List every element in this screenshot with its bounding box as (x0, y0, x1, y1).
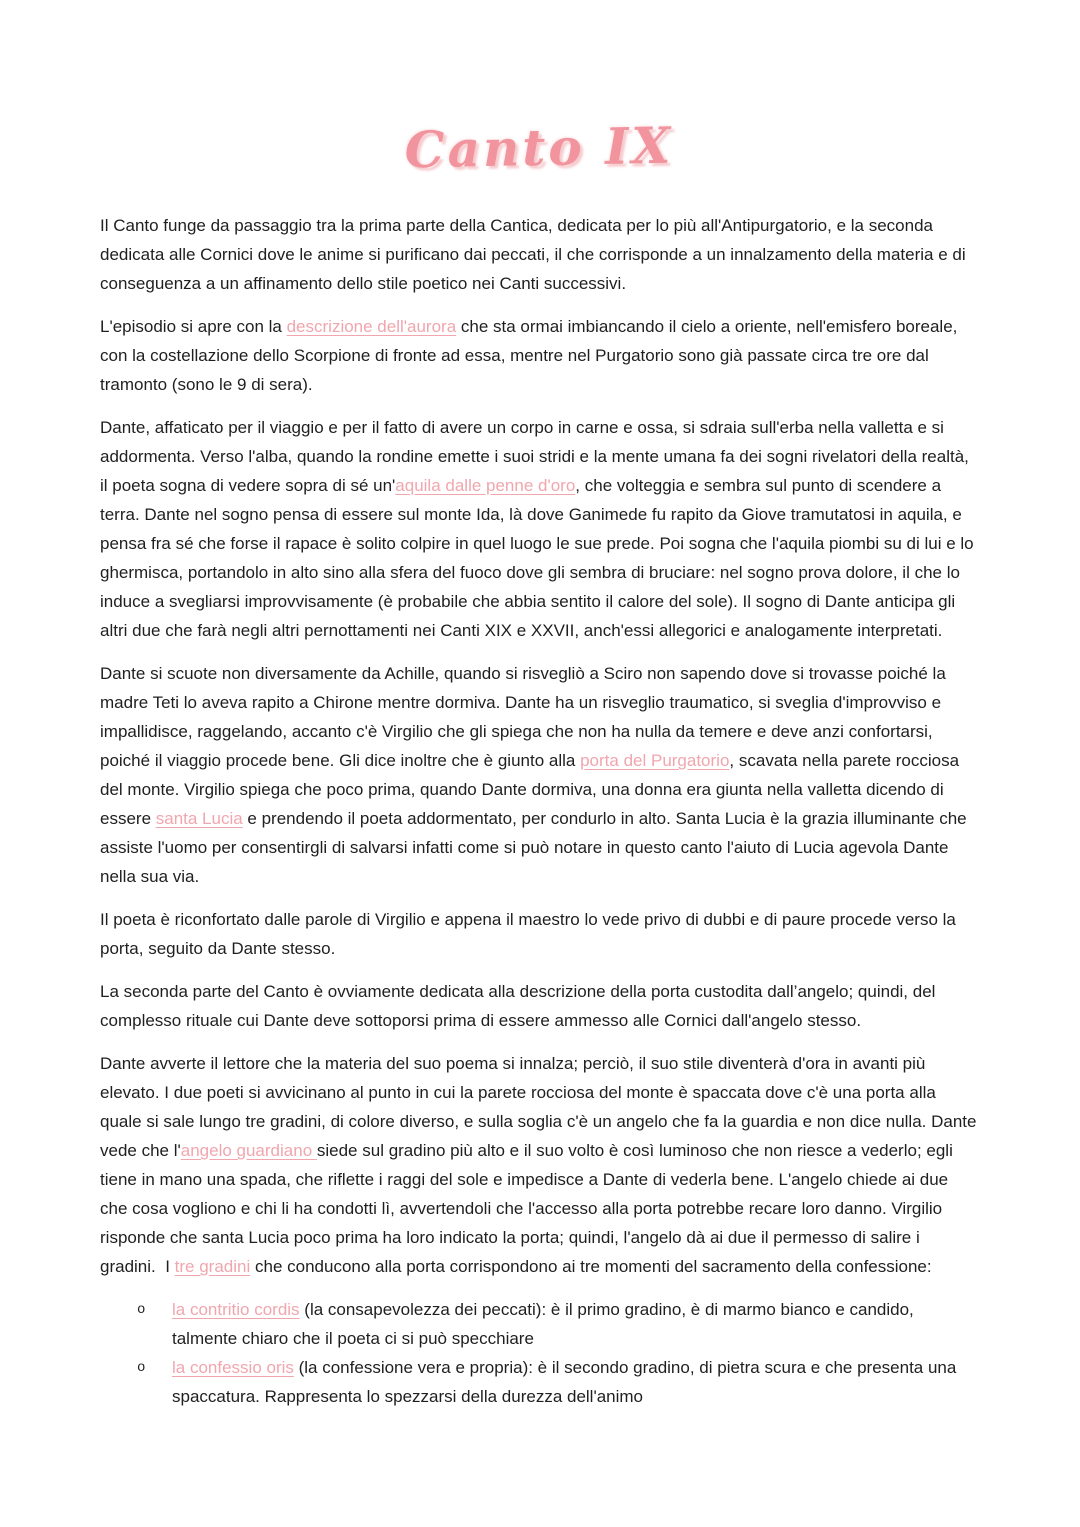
inline-link[interactable]: la contritio cordis (172, 1300, 300, 1319)
paragraph (100, 977, 978, 1035)
text-run: (la confessione vera e propria): è il secondo gradino, di pietra scura e che presenta una spaccatura. Rappresenta lo spezzarsi della durezza dell'animo (172, 1358, 957, 1406)
text-run: che conducono alla porta corrispondono ai tre momenti del sacramento della confessione: (250, 1257, 932, 1276)
list-bullet: o (137, 1302, 146, 1318)
inline-link[interactable]: porta del Purgatorio (580, 751, 730, 770)
text-run: , che volteggia e sembra sul punto di scendere a terra. Dante nel sogno pensa di essere sul monte Ida, là dove Ganimede fu rapito da Giove tramutatosi in aquila, e pensa fra sé che forse il rapace è solito colpire in quel luogo le sue prede. Poi sogna che l'aquila piombi su di lui e lo ghermisca, portandolo in alto sino alla sfera del fuoco dove gli sembra di bruciare: nel sogno prova dolore, il che lo induce a svegliarsi improvvisamente (è probabile che abbia sentito il calore del sole). Il sogno di Dante anticipa gli altri due che farà negli altri pernottamenti nei Canti XIX e XXVII, anch'essi allegorici e analogamente interpretati. (100, 476, 974, 640)
paragraph (100, 312, 978, 399)
text-run: Dante si scuote non diversamente da Achille, quando si risvegliò a Sciro non sapendo dove si trovasse poiché la madre Teti lo aveva rapito a Chirone mentre dormiva. Dante ha un risveglio traumatico, si sveglia d'improvviso e impallidisce, raggelando, accanto c'è Virgilio che gli spiega che non ha nulla da temere e deve anzi confortarsi, poiché il viaggio procede bene. Gli dice inoltre che è giunto alla (100, 664, 946, 770)
text-run: siede sul gradino più alto e il suo volto è così luminoso che non riesce a vederlo; egli tiene in mano una spada, che riflette i raggi del sole e impedisce a Dante di vederla bene. L'angelo chiede ai due che cosa vogliono e chi li ha condotti lì, avvertendoli che l'accesso alla porta potrebbe recare loro danno. Virgilio risponde che santa Lucia poco prima ha loro indicato la porta; quindi, l'angelo dà ai due il permesso di salire i gradini. I (100, 1141, 953, 1276)
list-item-text (172, 1300, 914, 1348)
text-run: Il Canto funge da passaggio tra la prima parte della Cantica, dedicata per lo più all'Antipurgatorio, e la seconda dedicata alle Cornici dove le anime si purificano dai peccati, il che corrisponde a un innalzamento della materia e di conseguenza a un affinamento dello stile poetico nei Canti successivi. (100, 216, 966, 293)
list-item (100, 1353, 978, 1411)
text-run: e prendendo il poeta addormentato, per condurlo in alto. Santa Lucia è la grazia illuminante che assiste l'uomo per consentirgli di salvarsi infatti come si può notare in questo canto l'aiuto di Lucia agevola Dante nella sua via. (100, 809, 967, 886)
text-run: che sta ormai imbiancando il cielo a oriente, nell'emisfero boreale, con la costellazione dello Scorpione di fronte ad essa, mentre nel Purgatorio sono già passate circa tre ore dal tramonto (sono le 9 di sera). (100, 317, 958, 394)
text-run: , scavata nella parete rocciosa del monte. Virgilio spiega che poco prima, quando Dante dormiva, una donna era giunta nella valletta dicendo di essere (100, 751, 960, 828)
text-run: Dante avverte il lettore che la materia del suo poema si innalza; perciò, il suo stile diventerà d'ora in avanti più elevato. I due poeti si avvicinano al punto in cui la parete rocciosa del monte è spaccata dove c'è una porta alla quale si sale lungo tre gradini, di colore diverso, e sulla soglia c'è un angelo che fa la guardia e non dice nulla. Dante vede che l' (100, 1054, 977, 1160)
inline-link[interactable]: aquila dalle penne d'oro (395, 476, 576, 495)
confession-steps-list (100, 1295, 978, 1411)
paragraph (100, 413, 978, 645)
list-item-text (172, 1358, 956, 1406)
paragraph (100, 659, 978, 891)
text-run: Il poeta è riconfortato dalle parole di Virgilio e appena il maestro lo vede privo di dubbi e di paure procede verso la porta, seguito da Dante stesso. (100, 910, 956, 958)
document-body (100, 211, 978, 1281)
text-run: La seconda parte del Canto è ovviamente dedicata alla descrizione della porta custodita dall’angelo; quindi, del complesso rituale cui Dante deve sottoporsi prima di essere ammesso alle Cornici dall'angelo stesso. (100, 982, 936, 1030)
text-run: (la consapevolezza dei peccati): è il primo gradino, è di marmo bianco e candido, talmente chiaro che il poeta ci si può specchiare (172, 1300, 914, 1348)
page-title: Canto IX (404, 115, 674, 180)
paragraph (100, 905, 978, 963)
inline-link[interactable]: angelo guardiano (180, 1141, 317, 1160)
list-item (100, 1295, 978, 1353)
inline-link[interactable]: la confessio oris (172, 1358, 294, 1377)
inline-link[interactable]: descrizione dell'aurora (286, 317, 457, 336)
paragraph (100, 1049, 978, 1281)
paragraph (100, 211, 978, 298)
inline-link[interactable]: tre gradini (174, 1257, 251, 1276)
inline-link[interactable]: santa Lucia (155, 809, 243, 828)
text-run: Dante, affaticato per il viaggio e per il fatto di avere un corpo in carne e ossa, si sdraia sull'erba nella valletta e si addormenta. Verso l'alba, quando la rondine emette i suoi stridi e la mente umana fa dei sogni rivelatori della realtà, il poeta sogna di vedere sopra di sé un' (100, 418, 969, 495)
text-run: L'episodio si apre con la (100, 317, 287, 336)
list-bullet: o (137, 1360, 146, 1376)
